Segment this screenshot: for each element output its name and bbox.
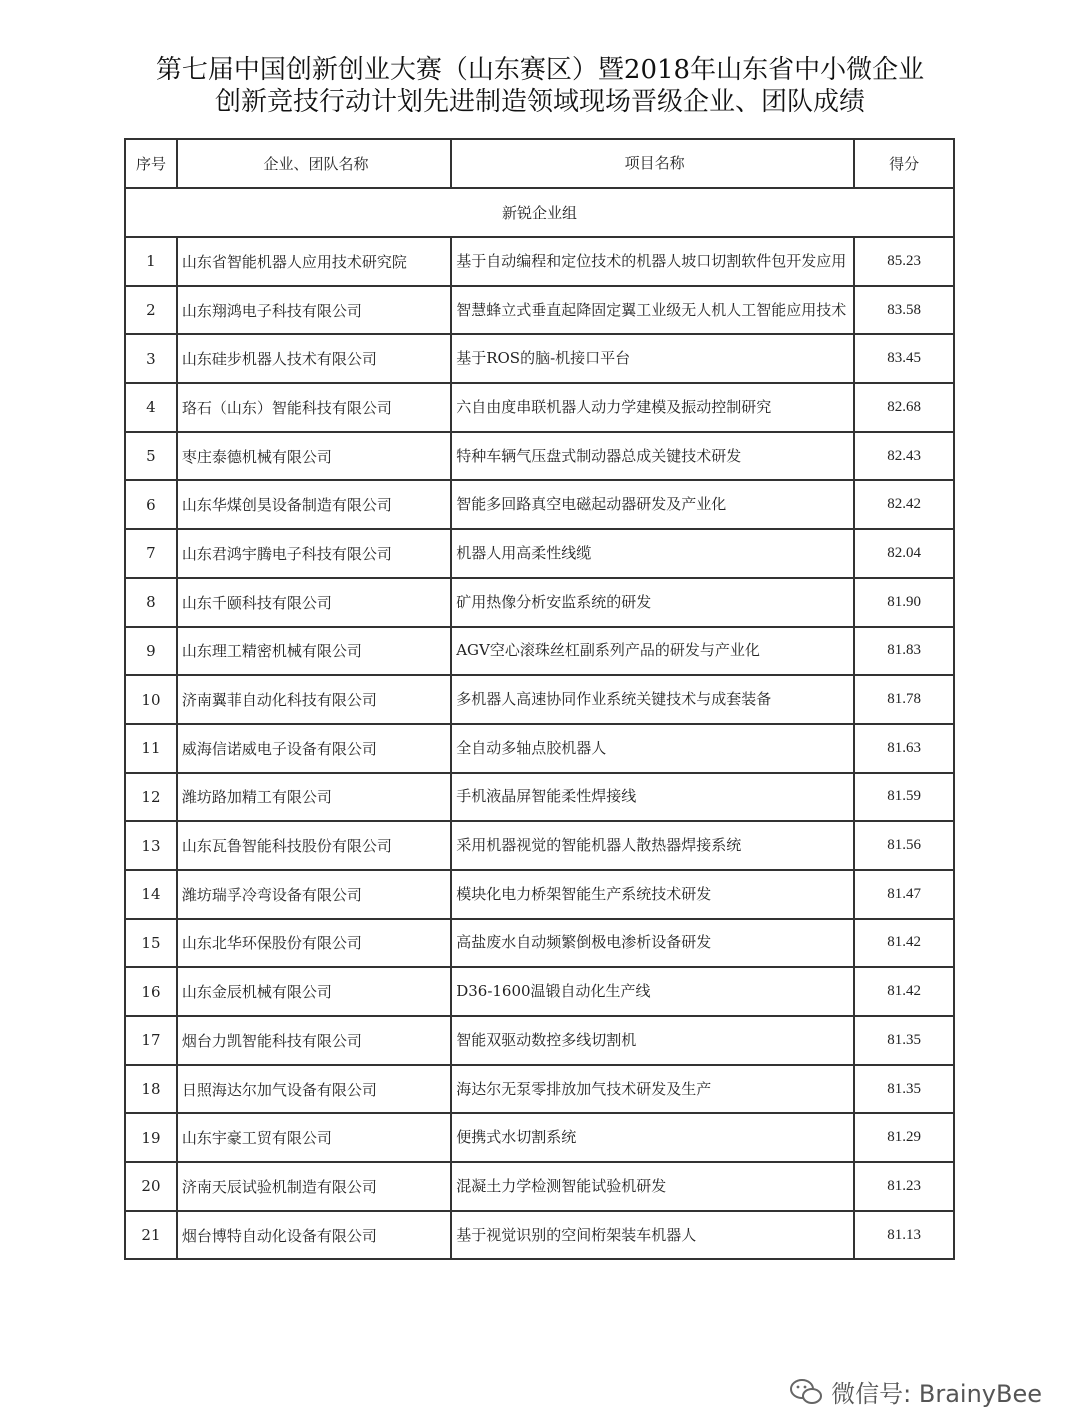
- row-score: 81.29: [854, 1113, 954, 1162]
- row-company: 潍坊瑞孚冷弯设备有限公司: [177, 870, 451, 919]
- row-index: 19: [125, 1113, 177, 1162]
- row-index: 6: [125, 480, 177, 529]
- row-project: AGV空心滚珠丝杠副系列产品的研发与产业化: [451, 627, 854, 676]
- watermark: [789, 1374, 1042, 1409]
- row-company: 山东华煤创昊设备制造有限公司: [177, 480, 451, 529]
- document-title: [0, 54, 1080, 118]
- row-project: 基于ROS的脑-机接口平台: [451, 334, 854, 383]
- row-score: 81.78: [854, 675, 954, 724]
- row-index: 15: [125, 919, 177, 968]
- row-index: 12: [125, 773, 177, 822]
- table-row: [125, 286, 954, 335]
- table-header: [125, 139, 954, 188]
- table-row: [125, 627, 954, 676]
- table-row: [125, 1162, 954, 1211]
- row-score: 82.42: [854, 480, 954, 529]
- table-row: [125, 334, 954, 383]
- row-project: 智能双驱动数控多线切割机: [451, 1016, 854, 1065]
- table-row: [125, 237, 954, 286]
- row-index: 17: [125, 1016, 177, 1065]
- row-index: 1: [125, 237, 177, 286]
- row-project: 特种车辆气压盘式制动器总成关键技术研发: [451, 432, 854, 481]
- row-score: 85.23: [854, 237, 954, 286]
- row-project: 基于自动编程和定位技术的机器人坡口切割软件包开发应用: [451, 237, 854, 286]
- table-row: [125, 675, 954, 724]
- row-company: 日照海达尔加气设备有限公司: [177, 1065, 451, 1114]
- row-score: 81.42: [854, 919, 954, 968]
- row-index: 7: [125, 529, 177, 578]
- row-score: 81.35: [854, 1016, 954, 1065]
- table-row: [125, 1016, 954, 1065]
- row-index: 8: [125, 578, 177, 627]
- row-company: 济南天辰试验机制造有限公司: [177, 1162, 451, 1211]
- row-score: 83.58: [854, 286, 954, 335]
- table-row: [125, 724, 954, 773]
- table-row: [125, 870, 954, 919]
- row-company: 山东翔鸿电子科技有限公司: [177, 286, 451, 335]
- row-company: 珞石（山东）智能科技有限公司: [177, 383, 451, 432]
- row-company: 山东北华环保股份有限公司: [177, 919, 451, 968]
- row-company: 潍坊路加精工有限公司: [177, 773, 451, 822]
- row-index: 9: [125, 627, 177, 676]
- table-row: [125, 967, 954, 1016]
- row-index: 11: [125, 724, 177, 773]
- row-company: 烟台力凯智能科技有限公司: [177, 1016, 451, 1065]
- row-company: 山东硅步机器人技术有限公司: [177, 334, 451, 383]
- table-row: [125, 1211, 954, 1260]
- results-table: [124, 138, 955, 1260]
- row-index: 21: [125, 1211, 177, 1260]
- row-company: 山东君鸿宇腾电子科技有限公司: [177, 529, 451, 578]
- row-project: 高盐废水自动频繁倒极电渗析设备研发: [451, 919, 854, 968]
- row-score: 81.63: [854, 724, 954, 773]
- table-row: [125, 1065, 954, 1114]
- row-company: 威海信诺威电子设备有限公司: [177, 724, 451, 773]
- row-index: 5: [125, 432, 177, 481]
- row-score: 81.47: [854, 870, 954, 919]
- row-score: 82.04: [854, 529, 954, 578]
- row-company: 枣庄泰德机械有限公司: [177, 432, 451, 481]
- row-company: 山东瓦鲁智能科技股份有限公司: [177, 821, 451, 870]
- row-score: 81.59: [854, 773, 954, 822]
- row-company: 济南翼菲自动化科技有限公司: [177, 675, 451, 724]
- row-project: 手机液晶屏智能柔性焊接线: [451, 773, 854, 822]
- row-project: 海达尔无泵零排放加气技术研发及生产: [451, 1065, 854, 1114]
- row-company: 山东宇豪工贸有限公司: [177, 1113, 451, 1162]
- table-row: [125, 383, 954, 432]
- table-row: [125, 480, 954, 529]
- table-row: [125, 529, 954, 578]
- row-company: 山东千颐科技有限公司: [177, 578, 451, 627]
- row-company: 山东金辰机械有限公司: [177, 967, 451, 1016]
- row-company: 烟台博特自动化设备有限公司: [177, 1211, 451, 1260]
- row-index: 14: [125, 870, 177, 919]
- row-project: 基于视觉识别的空间桁架装车机器人: [451, 1211, 854, 1260]
- row-score: 81.42: [854, 967, 954, 1016]
- row-index: 13: [125, 821, 177, 870]
- row-index: 3: [125, 334, 177, 383]
- row-company: 山东理工精密机械有限公司: [177, 627, 451, 676]
- row-project: 混凝土力学检测智能试验机研发: [451, 1162, 854, 1211]
- group-row: [125, 188, 954, 237]
- group-label: 新锐企业组: [125, 188, 954, 237]
- row-project: 六自由度串联机器人动力学建模及振动控制研究: [451, 383, 854, 432]
- row-project: 模块化电力桥架智能生产系统技术研发: [451, 870, 854, 919]
- row-project: 机器人用高柔性线缆: [451, 529, 854, 578]
- row-company: 山东省智能机器人应用技术研究院: [177, 237, 451, 286]
- row-project: D36-1600温锻自动化生产线: [451, 967, 854, 1016]
- row-index: 10: [125, 675, 177, 724]
- title-line-1: 第七届中国创新创业大赛（山东赛区）暨2018年山东省中小微企业: [155, 55, 925, 85]
- table-row: [125, 1113, 954, 1162]
- row-project: 智慧蜂立式垂直起降固定翼工业级无人机人工智能应用技术: [451, 286, 854, 335]
- row-index: 4: [125, 383, 177, 432]
- row-score: 82.68: [854, 383, 954, 432]
- row-project: 矿用热像分析安监系统的研发: [451, 578, 854, 627]
- row-project: 采用机器视觉的智能机器人散热器焊接系统: [451, 821, 854, 870]
- header-index: 序号: [125, 139, 177, 188]
- table-row: [125, 919, 954, 968]
- row-score: 81.13: [854, 1211, 954, 1260]
- header-project: 项目名称: [451, 139, 854, 188]
- header-score: 得分: [854, 139, 954, 188]
- row-score: 82.43: [854, 432, 954, 481]
- row-project: 便携式水切割系统: [451, 1113, 854, 1162]
- table-row: [125, 773, 954, 822]
- title-line-2: 创新竞技行动计划先进制造领域现场晋级企业、团队成绩: [214, 87, 865, 117]
- row-index: 2: [125, 286, 177, 335]
- row-project: 多机器人高速协同作业系统关键技术与成套装备: [451, 675, 854, 724]
- row-score: 81.90: [854, 578, 954, 627]
- row-index: 16: [125, 967, 177, 1016]
- row-index: 20: [125, 1162, 177, 1211]
- table-row: [125, 432, 954, 481]
- wechat-icon: [789, 1378, 823, 1406]
- row-score: 81.56: [854, 821, 954, 870]
- table-row: [125, 821, 954, 870]
- header-company: 企业、团队名称: [177, 139, 451, 188]
- row-project: 全自动多轴点胶机器人: [451, 724, 854, 773]
- row-index: 18: [125, 1065, 177, 1114]
- row-score: 83.45: [854, 334, 954, 383]
- row-score: 81.35: [854, 1065, 954, 1114]
- row-project: 智能多回路真空电磁起动器研发及产业化: [451, 480, 854, 529]
- watermark-text: 微信号: BrainyBee: [831, 1380, 1042, 1408]
- row-score: 81.23: [854, 1162, 954, 1211]
- row-score: 81.83: [854, 627, 954, 676]
- table-row: [125, 578, 954, 627]
